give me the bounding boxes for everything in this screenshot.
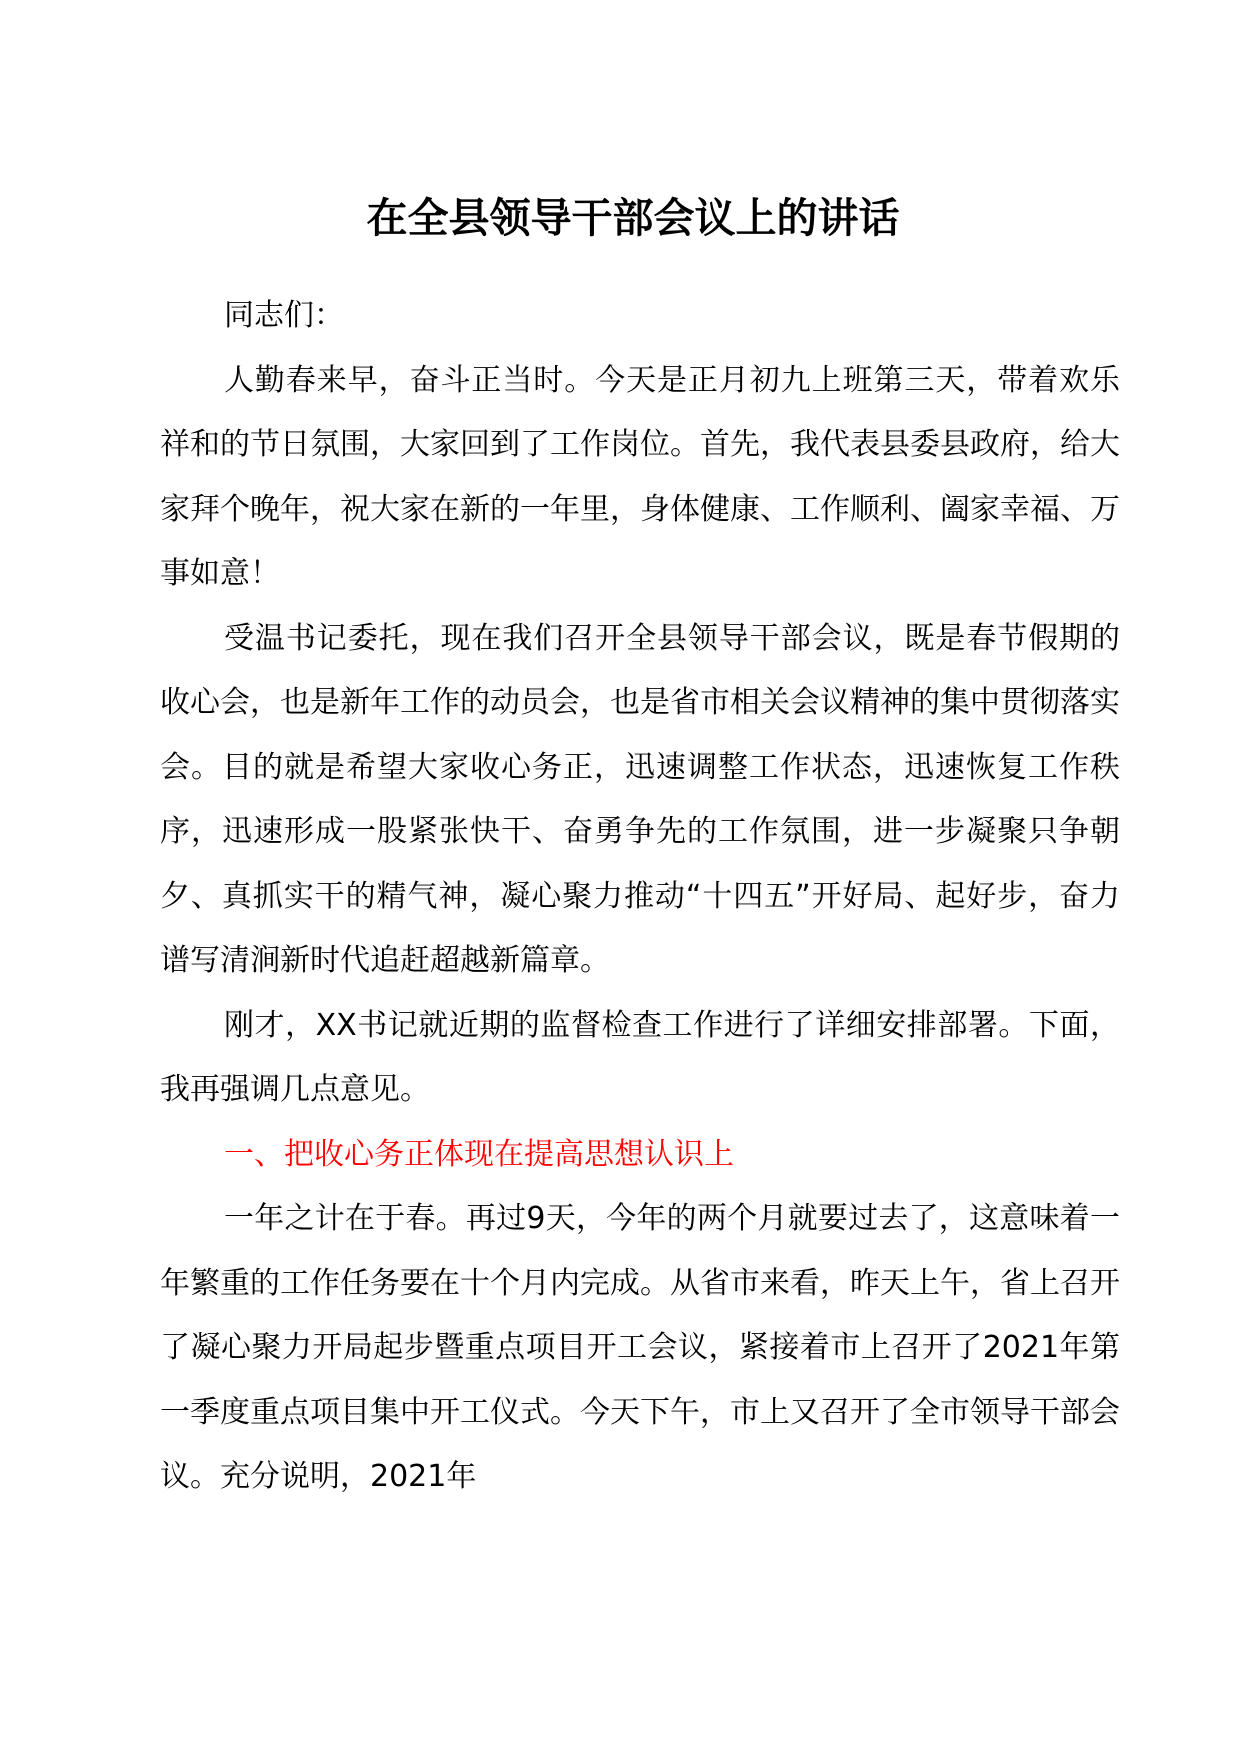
document-page (160, 190, 1120, 1510)
paragraph-meeting-purpose: 受温书记委托，现在我们召开全县领导干部会议，既是春节假期的收心会，也是新年工作的动员会，也是省市相关会议精神的集中贯彻落实会。目的就是希望大家收心务正，迅速调整工作状态，迅速恢复工作秩序，迅速形成一股紧张快干、奋勇争先的工作氛围，进一步凝聚只争朝夕、真抓实干的精气神，凝心聚力推动“十四五”开好局、起好步，奋力谱写清涧新时代追赶超越新篇章。 (160, 620, 1120, 978)
paragraph-transition: 刚才，XX书记就近期的监督检查工作进行了详细安排部署。下面，我再强调几点意见。 (160, 1007, 1120, 1107)
section-paragraph: 一年之计在于春。再过9天，今年的两个月就要过去了，这意味着一年繁重的工作任务要在十个月内完成。从省市来看，昨天上午，省上召开了凝心聚力开局起步暨重点项目开工会议，紧接着市上召开了2021年第一季度重点项目集中开工仪式。今天下午，市上又召开了全市领导干部会议。充分说明，2021年 (160, 1201, 1120, 1494)
paragraph-greeting: 人勤春来早，奋斗正当时。今天是正月初九上班第三天，带着欢乐祥和的节日氛围，大家回到了工作岗位。首先，我代表县委县政府，给大家拜个晚年，祝大家在新的一年里，身体健康、工作顺利、阖家幸福、万事如意！ (160, 362, 1120, 591)
document-title: 在全县领导干部会议上的讲话 (366, 194, 900, 242)
section-heading: 一、把收心务正体现在提高思想认识上 (224, 1136, 734, 1172)
salutation: 同志们： (224, 298, 344, 333)
